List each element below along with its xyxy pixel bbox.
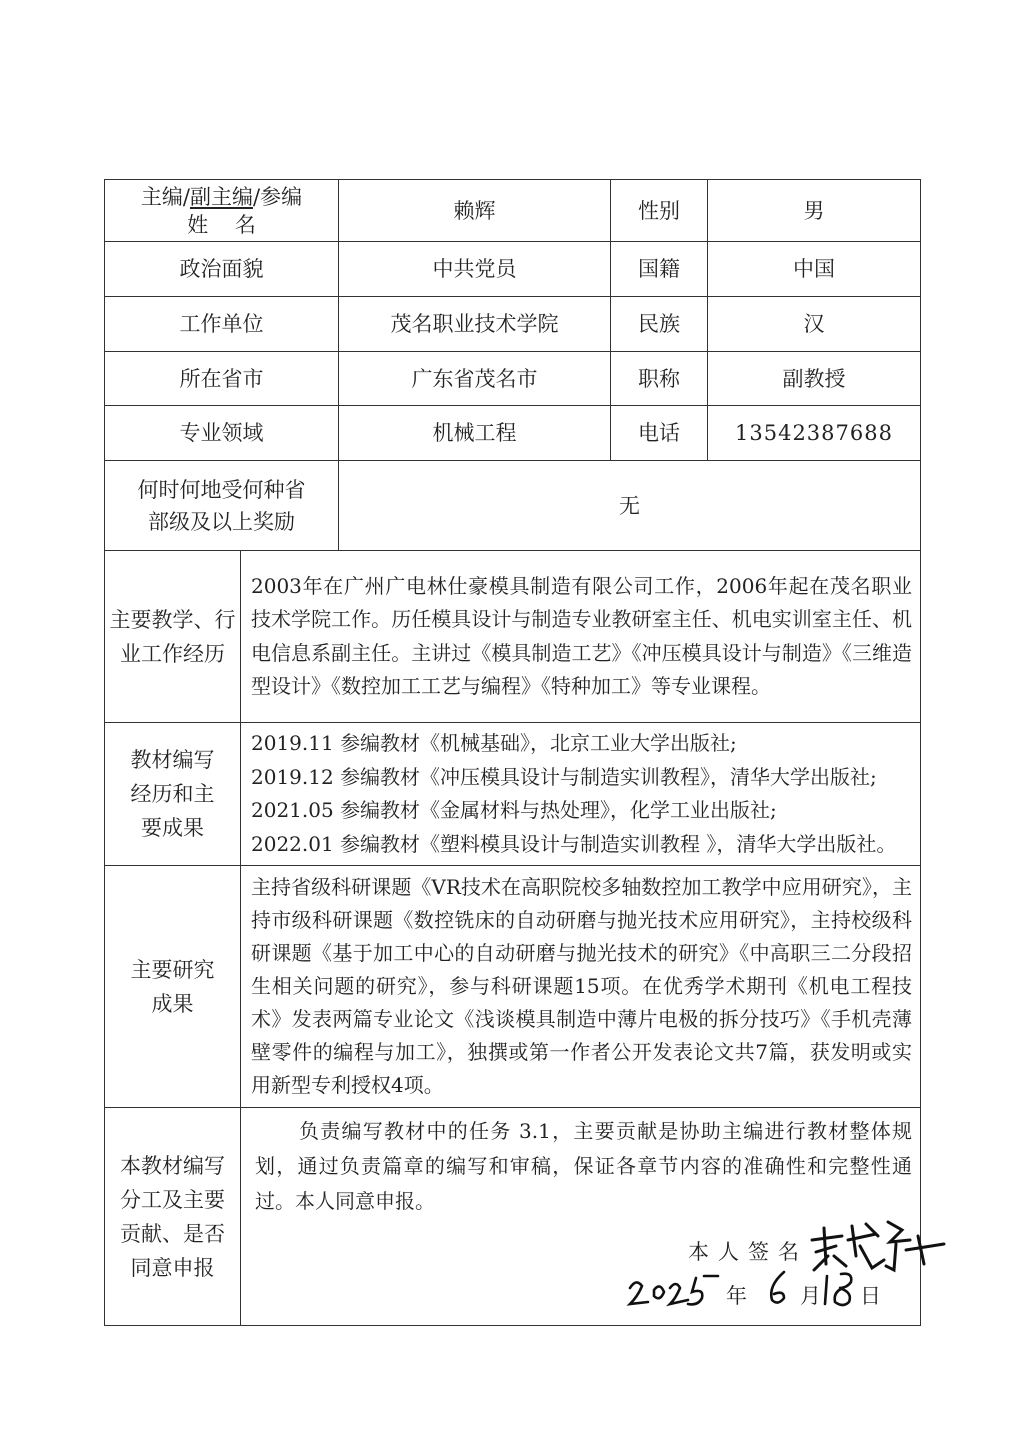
political-value: 中共党员: [339, 242, 611, 297]
contribution-label: 本教材编写分工及主要贡献、是否同意申报: [120, 1153, 225, 1280]
row-name: [105, 180, 921, 242]
phone-label: 电话: [611, 406, 708, 461]
name-label-cell: [105, 180, 339, 242]
contribution-label-cell: [105, 1108, 241, 1326]
date-day-suffix: 日: [860, 1284, 881, 1308]
editor-role-label: 主编/副主编/参编: [140, 184, 303, 209]
awards-value: 无: [339, 461, 921, 551]
political-label: 政治面貌: [105, 242, 339, 297]
awards-label: 何时何地受何种省部级及以上奖励: [137, 477, 306, 534]
location-label: 所在省市: [105, 352, 339, 406]
row-political: [105, 242, 921, 297]
signature-date: [626, 1266, 916, 1316]
contribution-text: 负责编写教材中的任务 3.1，主要贡献是协助主编进行教材整体规划，通过负责篇章的编写和审稿，保证各章节内容的准确性和完整性通过。本人同意申报。: [255, 1119, 912, 1213]
row-field: [105, 406, 921, 461]
row-experience: [105, 551, 921, 723]
handwritten-year: [626, 1266, 721, 1311]
nationality-label: 国籍: [611, 242, 708, 297]
experience-label-cell: [105, 551, 241, 723]
field-value: 机械工程: [339, 406, 611, 461]
name-value: 赖辉: [339, 180, 611, 242]
contribution-cell: [241, 1108, 921, 1326]
row-contribution: [105, 1108, 921, 1326]
textbook-item: 2019.11 参编教材《机械基础》，北京工业大学出版社;: [251, 731, 737, 755]
nationality-value: 中国: [708, 242, 921, 297]
title-label: 职称: [611, 352, 708, 406]
name-label: 姓 名: [187, 212, 256, 237]
research-label-cell: [105, 866, 241, 1108]
experience-text: 2003年在广州广电林仕豪模具制造有限公司工作，2006年起在茂名职业技术学院工作。历任模具设计与制造专业教研室主任、机电实训室主任、机电信息系副主任。主讲过《模具制造工艺》《冲压模具设计与制造》《三维造型设计》《数控加工工艺与编程》《特种加工》等专业课程。: [241, 551, 921, 723]
ethnicity-label: 民族: [611, 297, 708, 352]
textbooks-label-cell: [105, 723, 241, 866]
signature-label: 本人签名: [688, 1240, 808, 1264]
application-form-table: [104, 179, 921, 1326]
workplace-value: 茂名职业技术学院: [339, 297, 611, 352]
row-awards: [105, 461, 921, 551]
handwritten-day: [821, 1266, 865, 1311]
title-value: 副教授: [708, 352, 921, 406]
textbooks-list: [241, 723, 921, 866]
location-value: 广东省茂名市: [339, 352, 611, 406]
research-text: 主持省级科研课题《VR技术在高职院校多轴数控加工教学中应用研究》，主持市级科研课题《数控铣床的自动研磨与抛光技术应用研究》，主持校级科研课题《基于加工中心的自动研磨与抛光技术的研究》《中高职三二分段招生相关问题的研究》，参与科研课题15项。在优秀学术期刊《机电工程技术》发表两篇专业论文《浅谈模具制造中薄片电极的拆分技巧》《手机壳薄壁零件的编程与加工》，独撰或第一作者公开发表论文共7篇，获发明或实用新型专利授权4项。: [241, 866, 921, 1108]
gender-value: 男: [708, 180, 921, 242]
field-label: 专业领域: [105, 406, 339, 461]
phone-value: 13542387688: [708, 406, 921, 461]
date-month-suffix: 月: [800, 1284, 821, 1308]
row-workplace: [105, 297, 921, 352]
date-year-suffix: 年: [726, 1284, 747, 1308]
research-label: 主要研究成果: [130, 957, 215, 1016]
row-research: [105, 866, 921, 1108]
workplace-label: 工作单位: [105, 297, 339, 352]
textbook-item: 2019.12 参编教材《冲压模具设计与制造实训教程》，清华大学出版社;: [251, 764, 877, 789]
row-location: [105, 352, 921, 406]
textbook-item: 2021.05 参编教材《金属材料与热处理》，化学工业出版社;: [251, 798, 777, 822]
gender-label: 性别: [611, 180, 708, 242]
textbook-item: 2022.01 参编教材《塑料模具设计与制造实训教程 》，清华大学出版社。: [251, 831, 897, 856]
textbooks-label: 教材编写经历和主要成果: [130, 748, 215, 840]
handwritten-month: [762, 1266, 796, 1311]
ethnicity-value: 汉: [708, 297, 921, 352]
row-textbooks: [105, 723, 921, 866]
awards-label-cell: [105, 461, 339, 551]
experience-label: 主要教学、行业工作经历: [109, 607, 236, 666]
